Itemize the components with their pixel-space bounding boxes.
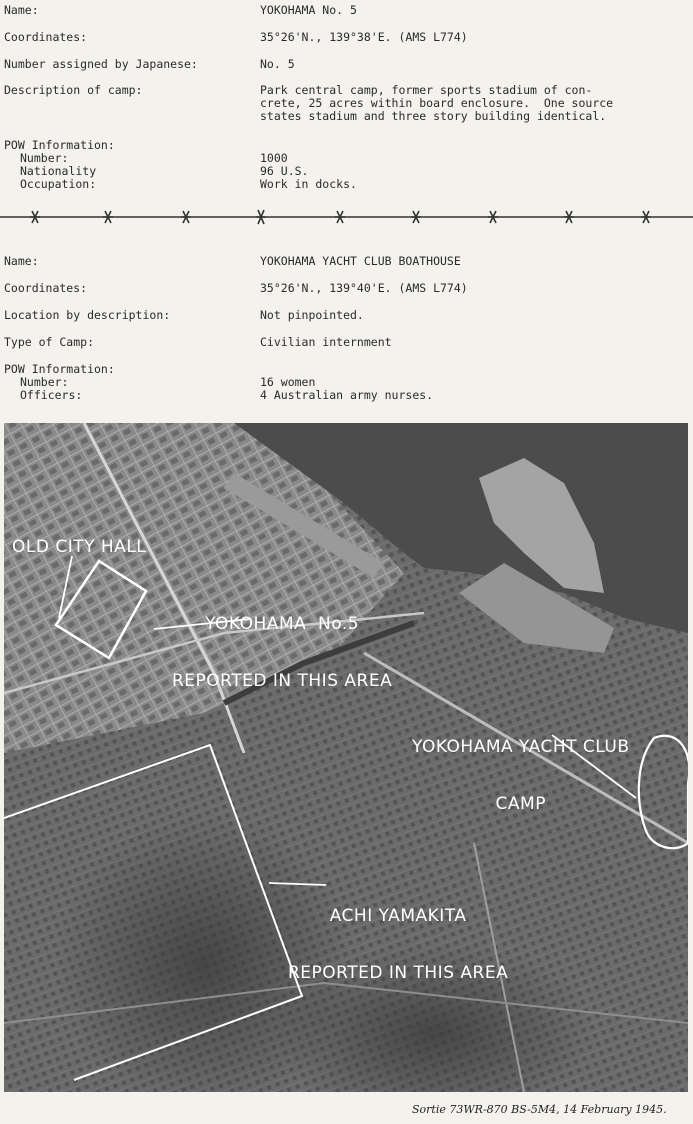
field-value: 35°26'N., 139°38'E. (AMS L774) bbox=[260, 30, 468, 44]
camp1-pow-row bbox=[4, 138, 690, 152]
camp1-coords-row bbox=[4, 30, 690, 44]
field-label: Number: bbox=[20, 151, 69, 165]
camp1-desc-row bbox=[4, 83, 690, 97]
field-value: Work in docks. bbox=[260, 177, 357, 191]
yokohama-no5-label-line2: REPORTED IN THIS AREA bbox=[172, 671, 393, 691]
camp2-pow-row bbox=[4, 362, 690, 376]
yokohama-no5-label-line1: YOKOHAMA No.5 bbox=[205, 614, 360, 634]
camp1-nationality-row bbox=[4, 164, 690, 178]
camp1-name-row bbox=[4, 3, 690, 17]
camp2-officers-row bbox=[4, 388, 690, 402]
camp1-number-sub-row bbox=[4, 151, 690, 165]
field-label: Description of camp: bbox=[4, 83, 143, 97]
camp2-number-sub-row bbox=[4, 375, 690, 389]
field-value: Not pinpointed. bbox=[260, 308, 364, 322]
yacht-club-camp-label-line1: YOKOHAMA YACHT CLUB bbox=[412, 737, 630, 757]
field-label: Officers: bbox=[20, 388, 83, 402]
camp1-number-row bbox=[4, 57, 690, 71]
field-label: Coordinates: bbox=[4, 281, 88, 295]
field-value: 35°26'N., 139°40'E. (AMS L774) bbox=[260, 281, 468, 295]
field-label: Occupation: bbox=[20, 177, 97, 191]
yacht-club-camp-label bbox=[412, 700, 629, 852]
field-label: Name: bbox=[4, 254, 39, 268]
achi-yamakita-label-line1: ACHI YAMAKITA bbox=[329, 906, 467, 926]
field-value: 4 Australian army nurses. bbox=[260, 388, 434, 402]
aerial-photograph bbox=[4, 423, 688, 1092]
field-value: YOKOHAMA YACHT CLUB BOATHOUSE bbox=[260, 254, 461, 268]
camp2-name-row bbox=[4, 254, 690, 268]
yacht-club-camp-label-line2: CAMP bbox=[495, 794, 546, 814]
camp2-location-row bbox=[4, 308, 690, 322]
field-label: Number assigned by Japanese: bbox=[4, 57, 198, 71]
field-value: 96 U.S. bbox=[260, 164, 309, 178]
camp1-desc-row-3 bbox=[4, 109, 690, 123]
achi-yamakita-label bbox=[288, 869, 508, 1021]
camp1-desc-row-2 bbox=[4, 96, 690, 110]
field-value: Civilian internment bbox=[260, 335, 392, 349]
camp1-occupation-row bbox=[4, 177, 690, 191]
photo-caption: Sortie 73WR-870 BS-5M4, 14 February 1945. bbox=[412, 1103, 667, 1116]
field-label: Type of Camp: bbox=[4, 335, 95, 349]
field-value: Park central camp, former sports stadium of con- bbox=[260, 83, 593, 97]
field-label: Name: bbox=[4, 3, 39, 17]
camp2-type-row bbox=[4, 335, 690, 349]
field-label: Coordinates: bbox=[4, 30, 88, 44]
old-city-hall-label: OLD CITY HALL bbox=[12, 537, 147, 557]
yokohama-no5-label bbox=[172, 577, 392, 729]
barbed-wire-divider bbox=[0, 206, 693, 228]
achi-yamakita-label-line2: REPORTED IN THIS AREA bbox=[288, 963, 509, 983]
field-label: Location by description: bbox=[4, 308, 171, 322]
field-value: crete, 25 acres within board enclosure. One source bbox=[260, 96, 614, 110]
camp2-coords-row bbox=[4, 281, 690, 295]
field-label: POW Information: bbox=[4, 362, 115, 376]
field-value: states stadium and three story building identical. bbox=[260, 109, 607, 123]
field-label: POW Information: bbox=[4, 138, 115, 152]
field-value: YOKOHAMA No. 5 bbox=[260, 3, 357, 17]
field-value: No. 5 bbox=[260, 57, 295, 71]
field-value: 1000 bbox=[260, 151, 288, 165]
field-label: Nationality bbox=[20, 164, 97, 178]
field-value: 16 women bbox=[260, 375, 316, 389]
field-label: Number: bbox=[20, 375, 69, 389]
